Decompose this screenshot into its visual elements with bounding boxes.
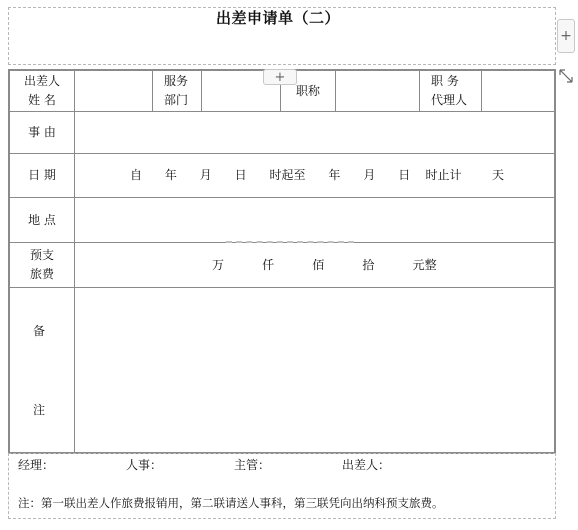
label-line: 姓 名 xyxy=(28,93,56,107)
column-divider xyxy=(419,69,420,112)
date-range-text[interactable]: 自 年 月 日 时起至 年 月 日 时止计 天 xyxy=(130,168,504,182)
hr-signature: 人事： xyxy=(126,458,163,472)
label-line: 旅费 xyxy=(29,267,54,281)
position-label: 职称 xyxy=(296,84,321,98)
supervisor-signature: 主管： xyxy=(234,458,271,472)
column-divider xyxy=(152,69,153,112)
form-title: 出差申请单（二） xyxy=(215,9,340,27)
selection-guide xyxy=(226,241,354,245)
label-line: 出差人 xyxy=(23,74,60,88)
label-line: 服务 xyxy=(164,74,189,88)
place-label: 地 点 xyxy=(28,213,56,227)
label-line: 部门 xyxy=(164,93,189,107)
reason-label: 事 由 xyxy=(28,125,56,139)
remark-label-top: 备 xyxy=(32,324,45,338)
traveler-signature: 出差人： xyxy=(342,458,391,472)
traveler-name-input[interactable] xyxy=(75,71,152,111)
remark-input[interactable] xyxy=(75,288,554,452)
table-border-right xyxy=(554,69,556,454)
advance-label xyxy=(10,246,74,284)
traveler-name-label xyxy=(10,72,74,110)
date-label: 日 期 xyxy=(28,168,56,182)
place-input[interactable] xyxy=(75,198,554,242)
agent-label xyxy=(431,72,481,110)
label-line: 职 务 xyxy=(431,74,459,88)
footnote: 注：第一联出差人作旅费报销用，第二联请送人事科，第三联凭向出纳科预支旅费。 xyxy=(18,496,444,510)
add-row-button[interactable]: + xyxy=(557,19,575,53)
add-column-button[interactable]: + xyxy=(263,69,297,85)
resize-arrows-icon xyxy=(558,68,574,84)
department-label xyxy=(164,72,204,110)
label-line: 预支 xyxy=(29,248,54,262)
remark-label-bottom: 注 xyxy=(32,403,45,417)
manager-signature: 经理： xyxy=(18,458,55,472)
position-input[interactable] xyxy=(336,71,419,111)
amount-text[interactable]: 万 仟 佰 拾 元整 xyxy=(212,258,437,272)
reason-input[interactable] xyxy=(75,112,554,153)
label-line: 代理人 xyxy=(431,93,468,107)
row-divider xyxy=(8,153,556,154)
resize-handle-icon[interactable] xyxy=(558,68,574,84)
agent-input[interactable] xyxy=(482,71,554,111)
